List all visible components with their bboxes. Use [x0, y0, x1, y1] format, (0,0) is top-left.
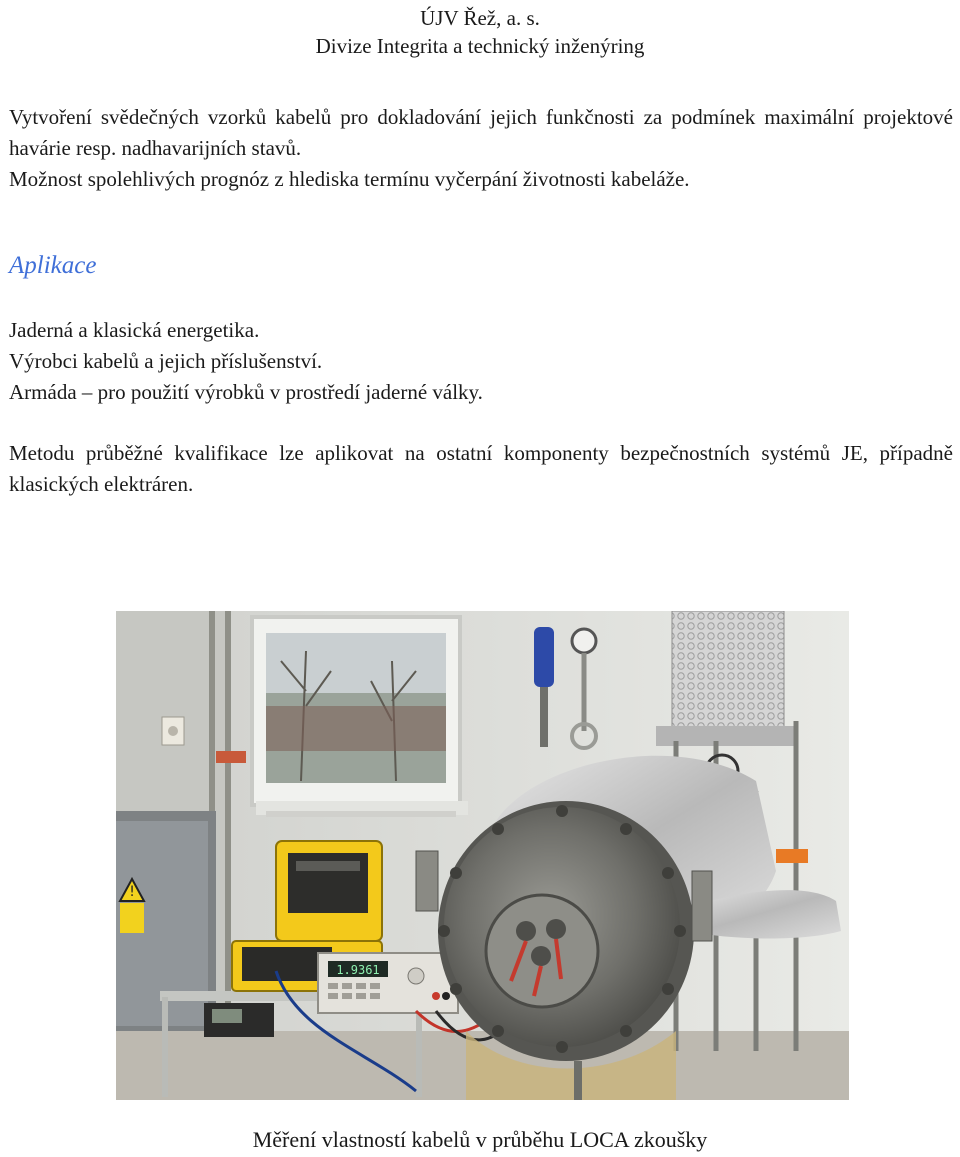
section-heading-applications: Aplikace: [9, 252, 97, 279]
list-item: Výrobci kabelů a jejich příslušenství.: [9, 349, 323, 373]
document-header: [0, 4, 960, 60]
svg-text:!: !: [129, 884, 135, 900]
list-item: Armáda – pro použití výrobků v prostředí jaderné války.: [9, 380, 483, 404]
loca-test-photo: [116, 611, 849, 1100]
intro-prognosis: Možnost spolehlivých prognóz z hlediska termínu vyčerpání životnosti kabeláže.: [9, 167, 690, 191]
figure-caption: Měření vlastností kabelů v průběhu LOCA zkoušky: [252, 1127, 708, 1152]
organization-name: ÚJV Řež, a. s.: [420, 6, 540, 30]
meter-display: 1.9361: [336, 963, 380, 977]
intro-paragraph: Vytvoření svědečných vzorků kabelů pro dokladování jejich funkčnosti za podmínek maximální projektové havárie resp. nadhavarijních stavů.: [9, 105, 953, 160]
method-paragraph: Metodu průběžné kvalifikace lze aplikovat na ostatní komponenty bezpečnostních systémů JE, případně klasických elektráren.: [9, 441, 953, 496]
division-name: Divize Integrita a technický inženýring: [315, 34, 645, 58]
application-list: [9, 315, 953, 408]
list-item: Jaderná a klasická energetika.: [9, 318, 260, 342]
